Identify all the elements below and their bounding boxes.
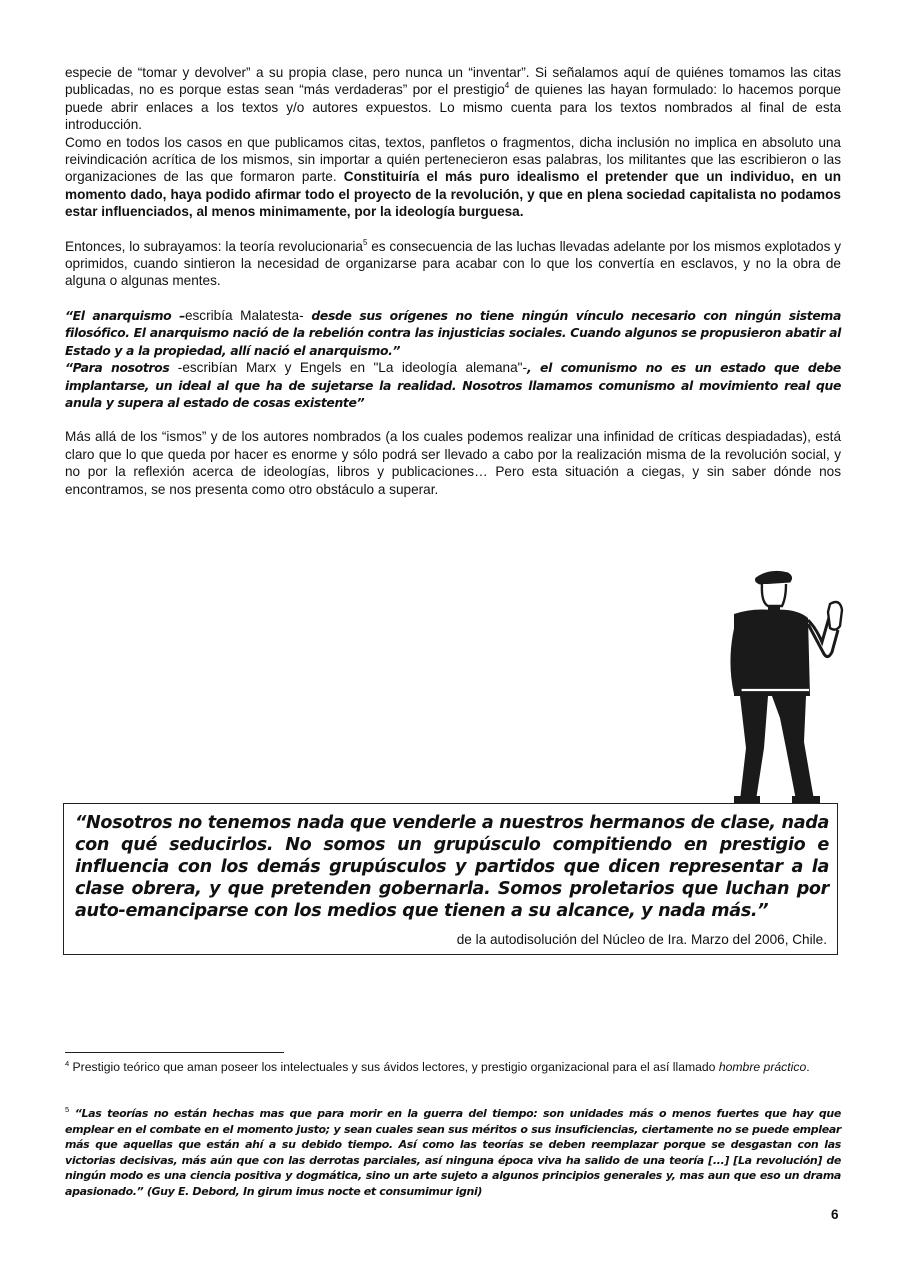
- paragraph-text: de quienes las hayan formulado: lo hacemos porque puede abrir enlaces a los textos y/o autores expuestos. Lo mismo cuenta para los textos nombrados al final de esta introducción.: [65, 82, 841, 133]
- worker-figure-icon: [712, 568, 847, 805]
- footnote-end: .: [806, 1060, 810, 1074]
- boxed-quote-source: de la autodisolución del Núcleo de Ira. Marzo del 2006, Chile.: [456, 932, 827, 947]
- quote-malatesta: [65, 307, 841, 359]
- page-number: 6: [831, 1207, 839, 1222]
- footnote-divider: [65, 1052, 284, 1053]
- paragraph-ismos: Más allá de los “ismos” y de los autores nombrados (a los cuales podemos realizar una infinidad de críticas despiadadas), está claro que lo que queda por hacer es enorme y sólo podrá ser llevado a cabo por la realización misma de la revolución social, y no por la reflexión acerca de ideologías, libros y publicaciones… Pero esta situación a ciegas, y sin saber dónde nos encontramos, se nos presenta como otro obstáculo a superar.: [65, 429, 841, 497]
- footnote-5: [65, 1106, 841, 1199]
- quote-open: “El anarquismo –: [65, 307, 185, 323]
- quote-attribution: -escribían Marx y Engels en "La ideología alemana"-: [169, 360, 528, 376]
- boxed-quote-text: “Nosotros no tenemos nada que venderle a nuestros hermanos de clase, nada con qué seducirlos. No somos un grupúsculo compitiendo en prestigio e influencia con los demás grupúsculos y partidos que dicen representar a la clase obrera, y que pretenden gobernarla. Somos proletarios que luchan por auto-emanciparse con los medios que tienen a su alcance, y nada más.”: [75, 813, 829, 921]
- paragraph-idealismo: [65, 134, 841, 221]
- paragraph-teoria: [65, 238, 841, 290]
- footnote-ref-4[interactable]: 4: [504, 81, 510, 91]
- quote-open: “Para nosotros: [65, 360, 170, 376]
- paragraph-text: Entonces, lo subrayamos: la teoría revolucionaria: [65, 238, 363, 254]
- footnote-4: [65, 1060, 841, 1076]
- footnote-text: Prestigio teórico que aman poseer los intelectuales y sus ávidos lectores, y prestigio organizacional para el así llamado: [69, 1060, 719, 1074]
- footnote-ref-5[interactable]: 5: [362, 237, 368, 247]
- footnote-text: “Las teorías no están hechas mas que para morir en la guerra del tiempo: son unidades más o menos fuertes que hay que emplear en el combate en el momento justo; y sean cuales sean sus méritos o sus insuficiencias, ciertamente no se puede emplear más que aquellas que están ahí a su debido tiempo. Así como las teorías se deben reemplazar porque se desgastan con las victorias decisivas, más aún que con las derrotas parciales, así ninguna época viva ha salido de una teoría [...] [La revolución] de ningún modo es una ciencia positiva y dogmática, sino un arte sujeto a algunos principios generales y, mas aun que eso un drama apasionado.” (Guy E. Debord, In girum imus nocte et consumimur igni): [65, 1107, 841, 1198]
- quote-body: desde sus orígenes no tiene ningún vínculo necesario con ningún sistema filosófico. El anarquismo nació de la rebelión contra las injusticias sociales. Cuando algunos se propusieron abatir al Estado y a la propiedad, allí nació el anarquismo.”: [65, 307, 841, 358]
- paragraph-text: Como en todos los casos en que publicamos citas, textos, panfletos o fragmentos, dicha inclusión no implica en absoluto una reivindicación acrítica de los mismos, sin importar a quién pertenecieron esas palabras, los militantes que las escribieron o las organizaciones de las que formaron parte.: [65, 134, 841, 185]
- footnote-italic: hombre práctico: [718, 1060, 807, 1074]
- paragraph-text: especie de “tomar y devolver” a su propia clase, pero nunca un “inventar”. Si señalamos aquí de quiénes tomamos las citas publicadas, no es porque estas sean “más verdaderas” por el prestigio: [65, 65, 841, 98]
- paragraph-text: es consecuencia de las luchas llevadas adelante por los mismos explotados y oprimidos, cuando sintieron la necesidad de organizarse para acabar con lo que los convertía en esclavos, y no la obra de alguna o algunas mentes.: [65, 238, 841, 289]
- footnote-number: 4: [65, 1059, 70, 1068]
- boxed-quote: [63, 803, 838, 955]
- footnote-number: 5: [65, 1105, 70, 1114]
- quote-body: , el comunismo no es un estado que debe implantarse, un ideal al que ha de sujetarse la realidad. Nosotros llamamos comunismo al movimiento real que anula y supera al estado de cosas existente”: [65, 360, 841, 410]
- bold-statement: Constituiría el más puro idealismo el pretender que un individuo, en un momento dado, haya podido afirmar todo el proyecto de la revolución, y que en plena sociedad capitalista no podamos estar influenciados, al menos minimamente, por la ideología burguesa.: [65, 169, 842, 220]
- worker-figure-illustration: [712, 568, 847, 805]
- body-text: [65, 64, 841, 498]
- quote-marx-engels: [65, 359, 841, 411]
- paragraph-citas: [65, 64, 841, 134]
- quote-attribution: escribía Malatesta-: [184, 307, 304, 323]
